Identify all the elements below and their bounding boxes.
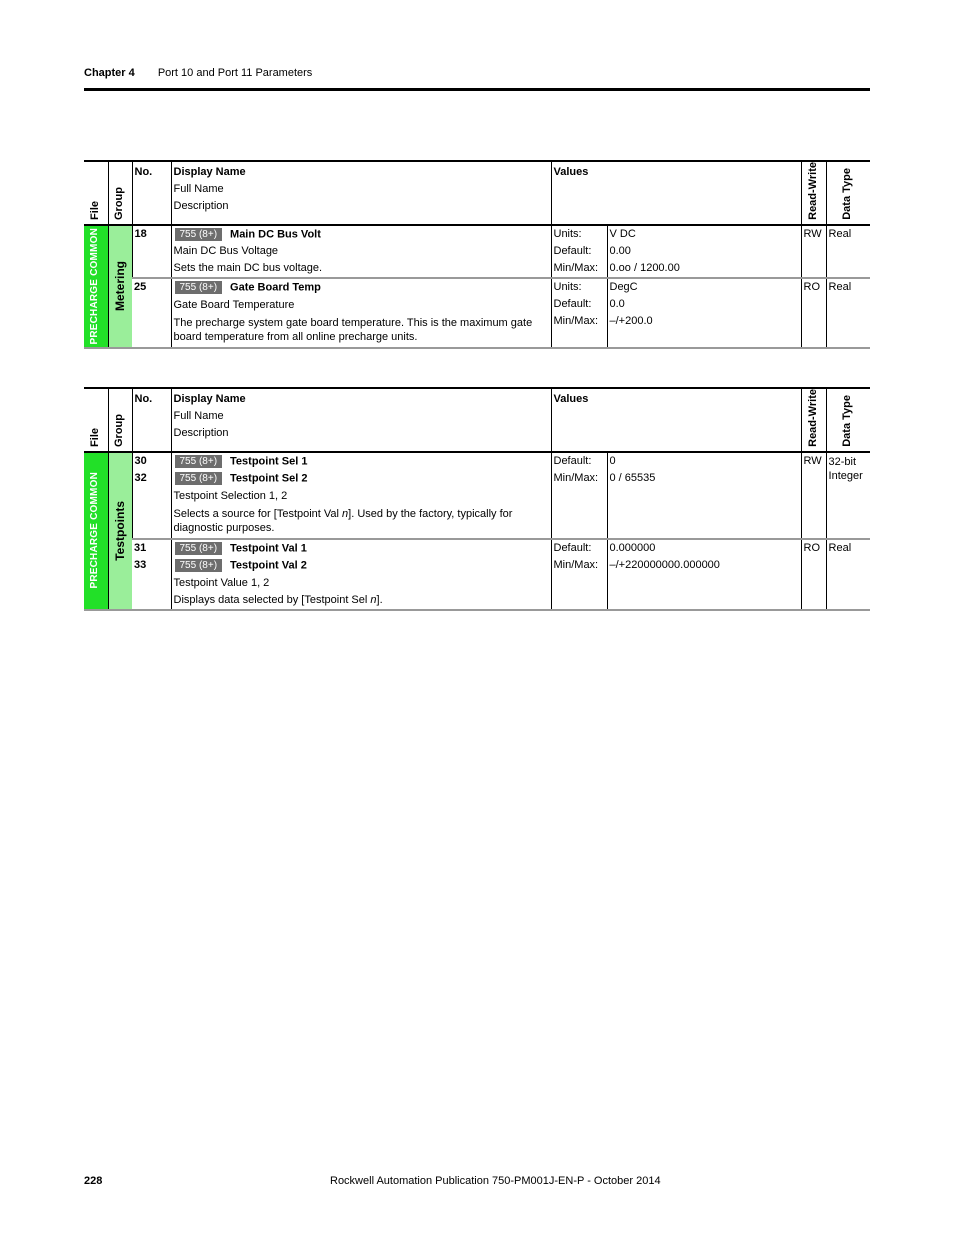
value-label: Default: [553,298,592,311]
data-type-value: 32-bit Integer [828,455,863,482]
param-name: Gate Board Temp [230,281,321,294]
value-default: 0.00 [609,244,631,257]
value-label: Default: [553,454,592,467]
col-no: No. [132,161,171,225]
col-display-name: Display Name Full Name Description [171,388,551,452]
table-header-row [84,388,870,452]
value-label: Min/Max: [553,471,599,484]
table-row [84,225,870,278]
param-description: Selects a source for [Testpoint Val n]. Used by the factory, typically for diagnostic purposes. [173,507,513,534]
param-number: 25 [134,281,147,294]
param-number: 30 [134,454,147,467]
header-rule [84,88,870,91]
version-badge: 755 (8+) [175,455,223,468]
value-minmax: –/+220000000.000000 [609,558,720,571]
group-cell: Metering [108,225,132,348]
group-cell: Testpoints [108,452,132,610]
param-description: Sets the main DC bus voltage. [173,262,323,275]
col-read-write: Read-Write [801,161,826,225]
chapter-title: Port 10 and Port 11 Parameters [157,67,313,79]
version-badge: 755 (8+) [175,542,223,555]
value-label: Units: [553,281,582,294]
param-full-name: Main DC Bus Voltage [173,245,279,258]
value-minmax: 0.oo / 1200.00 [609,261,680,274]
value-label: Units: [553,227,582,240]
param-name: Testpoint Val 2 [230,559,307,572]
col-values: Values [551,388,801,452]
version-badge: 755 (8+) [175,472,223,485]
data-type-value: Real [828,281,852,294]
param-description: Displays data selected by [Testpoint Sel n]. [173,593,383,606]
value-units: V DC [609,227,636,240]
param-name: Testpoint Val 1 [230,542,307,555]
value-label: Default: [553,244,592,257]
version-badge: 755 (8+) [175,228,223,241]
read-write-value: RO [803,281,821,294]
col-data-type: Data Type [826,161,870,225]
file-cell: PRECHARGE COMMON [84,452,108,610]
param-description: The precharge system gate board temperature. This is the maximum gate board temperature from all online precharge units. [173,316,533,343]
version-badge: 755 (8+) [175,559,223,572]
value-minmax: 0 / 65535 [609,471,656,484]
param-full-name: Testpoint Value 1, 2 [173,576,270,589]
param-name: Testpoint Sel 1 [230,455,308,468]
read-write-value: RW [803,227,822,240]
read-write-value: RO [803,541,821,554]
page-header [84,67,312,79]
page-number: 228 [84,1175,103,1187]
col-group: Group [108,161,132,225]
value-label: Default: [553,541,592,554]
table-row [84,452,870,539]
value-default: 0.0 [609,298,625,311]
value-label: Min/Max: [553,261,599,274]
chapter-label: Chapter 4 [84,67,135,79]
param-full-name: Testpoint Selection 1, 2 [173,489,288,502]
version-badge: 755 (8+) [175,281,223,294]
value-label: Min/Max: [553,558,599,571]
param-name: Main DC Bus Volt [230,228,321,241]
col-group: Group [108,388,132,452]
data-type-value: Real [828,541,852,554]
table-row [84,278,870,347]
value-units: DegC [609,281,638,294]
data-type-value: Real [828,227,852,240]
col-display-name: Display Name Full Name Description [171,161,551,225]
param-number: 18 [134,227,147,240]
col-file: File [84,388,108,452]
table-row [84,539,870,610]
col-data-type: Data Type [826,388,870,452]
param-full-name: Gate Board Temperature [173,298,295,311]
table-header-row [84,161,870,225]
param-name: Testpoint Sel 2 [230,472,308,485]
col-values: Values [551,161,801,225]
read-write-value: RW [803,454,822,467]
parameter-table-metering [84,160,870,349]
parameter-table-testpoints [84,387,870,611]
publication-info: Rockwell Automation Publication 750-PM001J-EN-P - October 2014 [330,1175,661,1187]
value-default: 0 [609,454,616,467]
file-cell: PRECHARGE COMMON [84,225,108,348]
param-number: 33 [134,558,147,571]
value-minmax: –/+200.0 [609,315,653,328]
param-number: 31 [134,541,147,554]
value-default: 0.000000 [609,541,656,554]
param-number: 32 [134,471,147,484]
col-read-write: Read-Write [801,388,826,452]
value-label: Min/Max: [553,315,599,328]
col-file: File [84,161,108,225]
col-no: No. [132,388,171,452]
